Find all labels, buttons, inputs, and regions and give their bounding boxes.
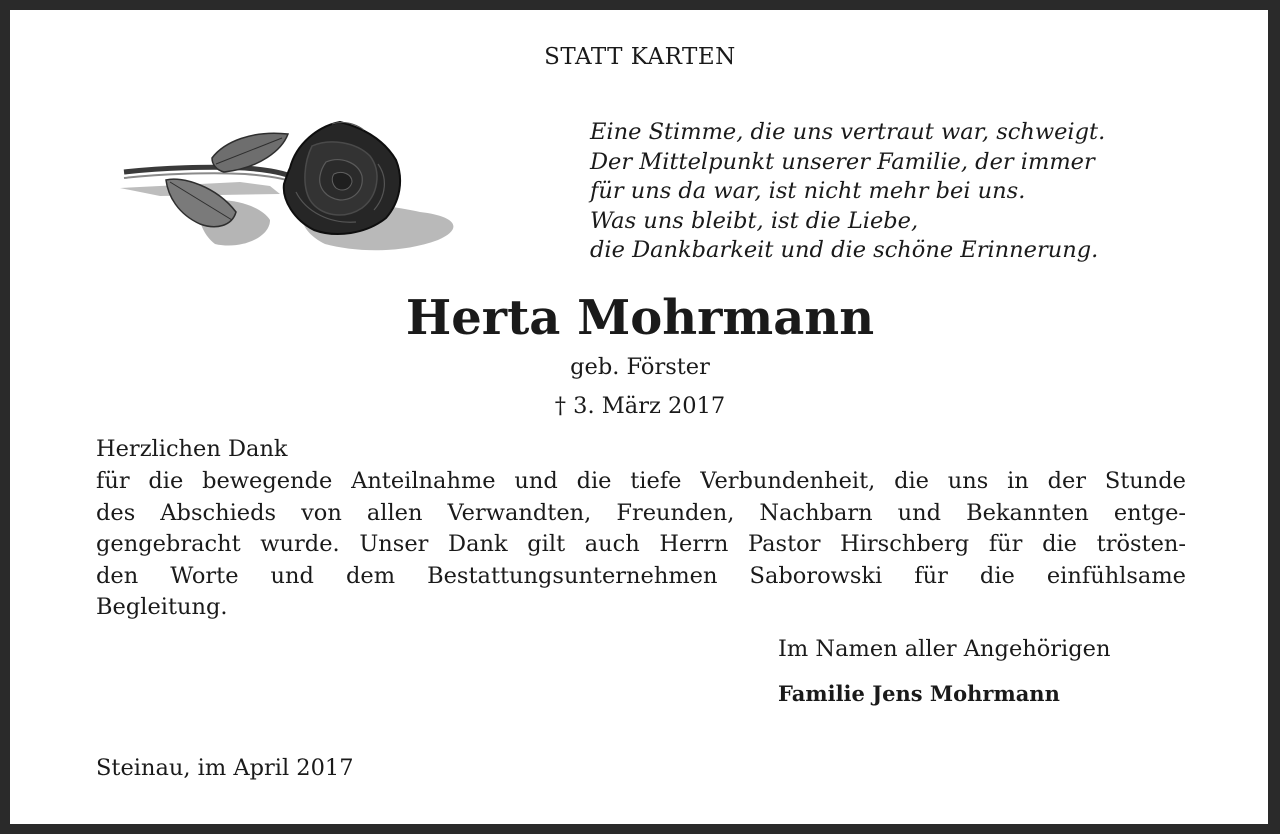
- statt-karten-header: STATT KARTEN: [544, 44, 736, 70]
- thanks-line: für die bewegende Anteilnahme und die tiefe Verbundenheit, die uns in der Stunde: [96, 468, 1186, 494]
- poem-line: Was uns bleibt, ist die Liebe,: [590, 207, 919, 234]
- thanks-text: [96, 466, 1186, 624]
- poem-line: die Dankbarkeit und die schöne Erinnerung.: [590, 237, 1099, 263]
- poem: [590, 118, 1190, 266]
- poem-line: Eine Stimme, die uns vertraut war, schweigt.: [590, 119, 1106, 145]
- rose-icon: [120, 116, 465, 258]
- thanks-line: des Abschieds von allen Verwandten, Freunden, Nachbarn und Bekannten entge-: [96, 499, 1186, 526]
- thanks-line: gengebracht wurde. Unser Dank gilt auch Herrn Pastor Hirschberg für die trösten-: [96, 531, 1186, 557]
- thanks-line: den Worte und dem Bestattungsunternehmen Saborowski für die einfühlsame: [96, 562, 1186, 589]
- family-signature: Familie Jens Mohrmann: [778, 681, 1060, 706]
- birth-name: geb. Förster: [570, 354, 710, 380]
- poem-line: Der Mittelpunkt unserer Familie, der immer: [590, 148, 1095, 175]
- thanks-title: Herzlichen Dank: [96, 436, 288, 462]
- poem-line: für uns da war, ist nicht mehr bei uns.: [590, 178, 1026, 204]
- deceased-name: Herta Mohrmann: [405, 290, 875, 346]
- place-date: Steinau, im April 2017: [96, 755, 354, 781]
- on-behalf-line: Im Namen aller Angehörigen: [778, 636, 1111, 662]
- death-date: † 3. März 2017: [554, 393, 726, 419]
- thanks-line: Begleitung.: [96, 594, 228, 620]
